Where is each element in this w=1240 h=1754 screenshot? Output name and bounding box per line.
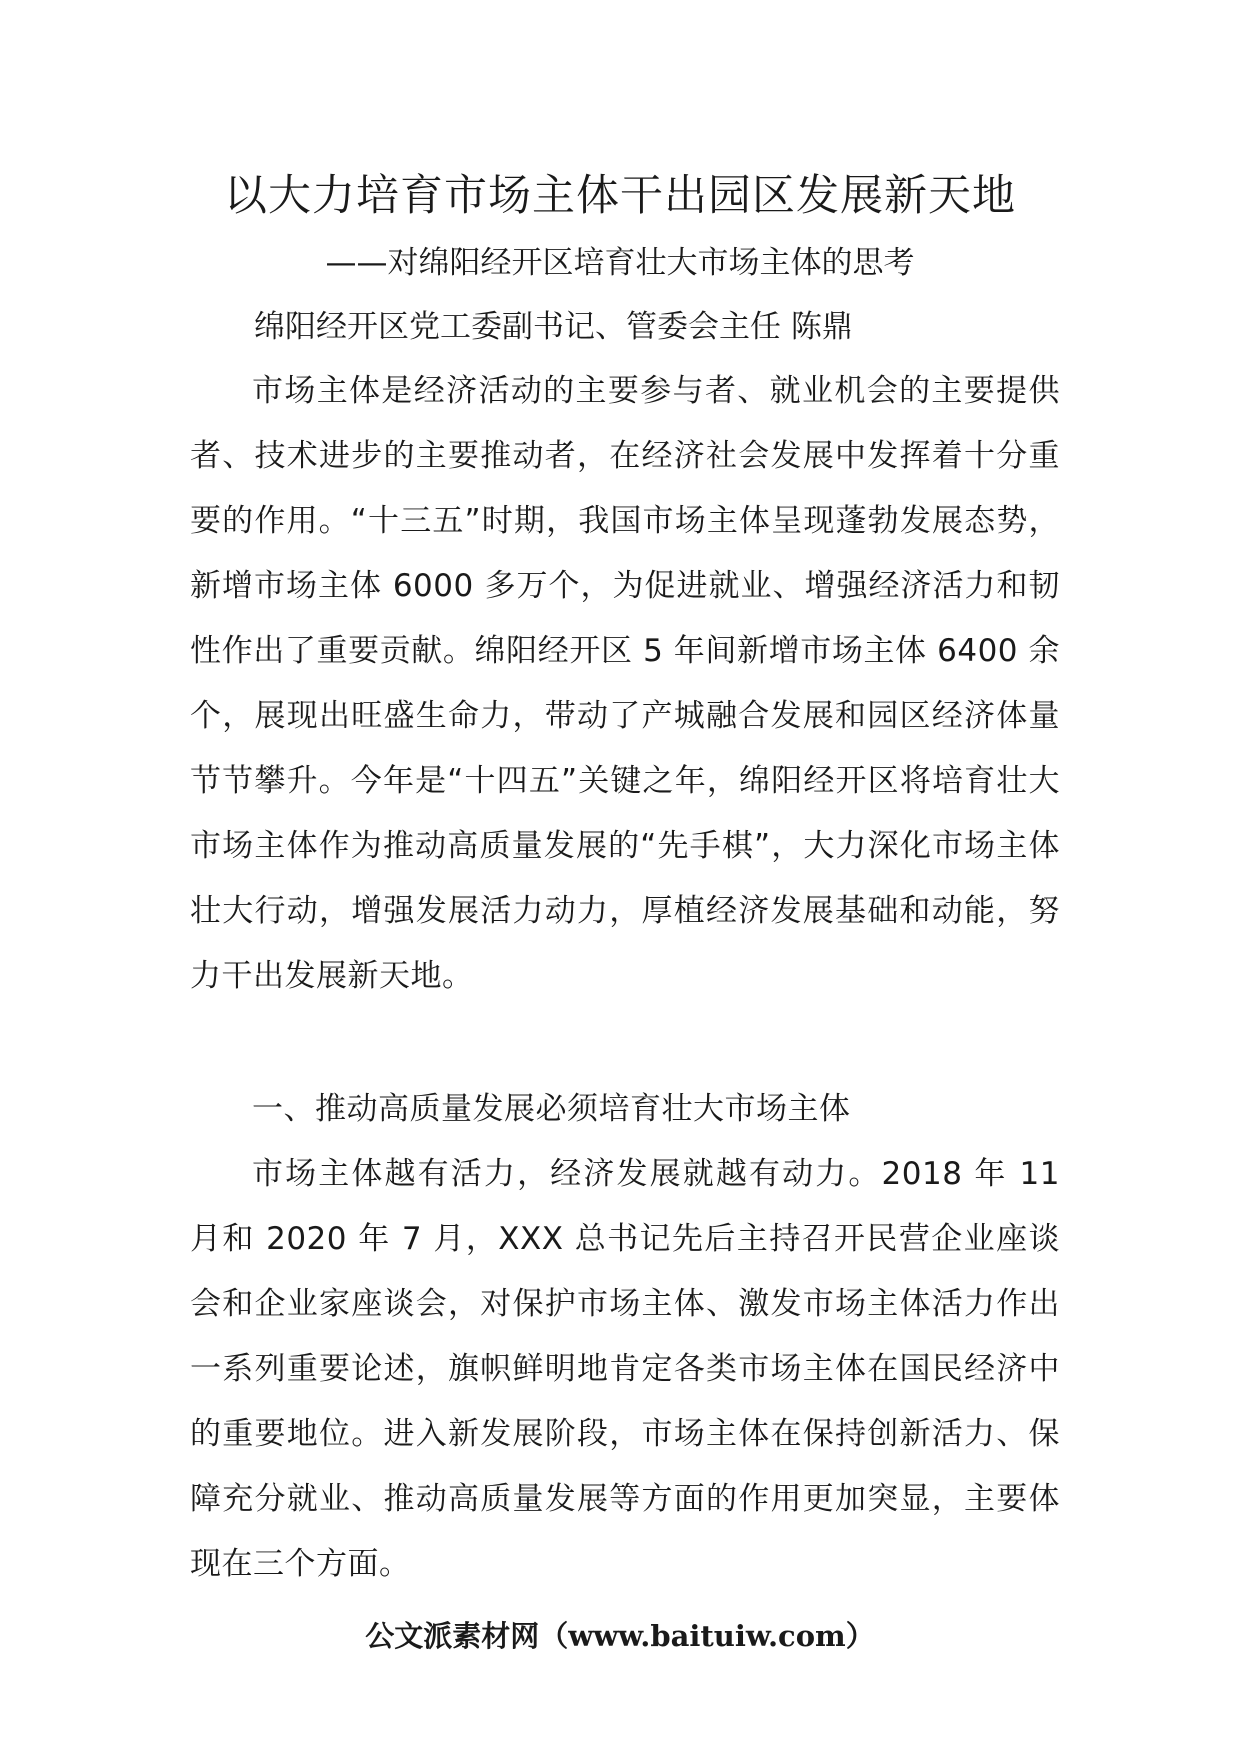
- footer-watermark: 公文派素材网（www.baituiw.com）: [365, 1619, 875, 1653]
- body-paragraph: 市场主体是经济活动的主要参与者、就业机会的主要提供者、技术进步的主要推动者，在经济社会发展中发挥着十分重要的作用。“十三五”时期，我国市场主体呈现蓬勃发展态势，新增市场主体 6000 多万个，为促进就业、增强经济活力和韧性作出了重要贡献。绵阳经开区 5 年间新增市场主体 6400 余个，展现出旺盛生命力，带动了产城融合发展和园区经济体量节节攀升。今年是“十四五”关键之年，绵阳经开区将培育壮大市场主体作为推动高质量发展的“先手棋”，大力深化市场主体壮大行动，增强发展活力动力，厚植经济发展基础和动能，努力干出发展新天地。: [190, 373, 1060, 994]
- section-heading: 一、推动高质量发展必须培育壮大市场主体: [252, 1091, 851, 1127]
- author-line: 绵阳经开区党工委副书记、管委会主任 陈鼎: [254, 309, 853, 345]
- document-title: 以大力培育市场主体干出园区发展新天地: [224, 171, 1016, 221]
- document-subtitle: ——对绵阳经开区培育壮大市场主体的思考: [325, 245, 915, 281]
- body-paragraph: 市场主体越有活力，经济发展就越有动力。2018 年 11 月和 2020 年 7 月，XXX 总书记先后主持召开民营企业座谈会和企业家座谈会，对保护市场主体、激发市场主体活力作出一系列重要论述，旗帜鲜明地肯定各类市场主体在国民经济中的重要地位。进入新发展阶段，市场主体在保持创新活力、保障充分就业、推动高质量发展等方面的作用更加突显，主要体现在三个方面。: [190, 1156, 1060, 1582]
